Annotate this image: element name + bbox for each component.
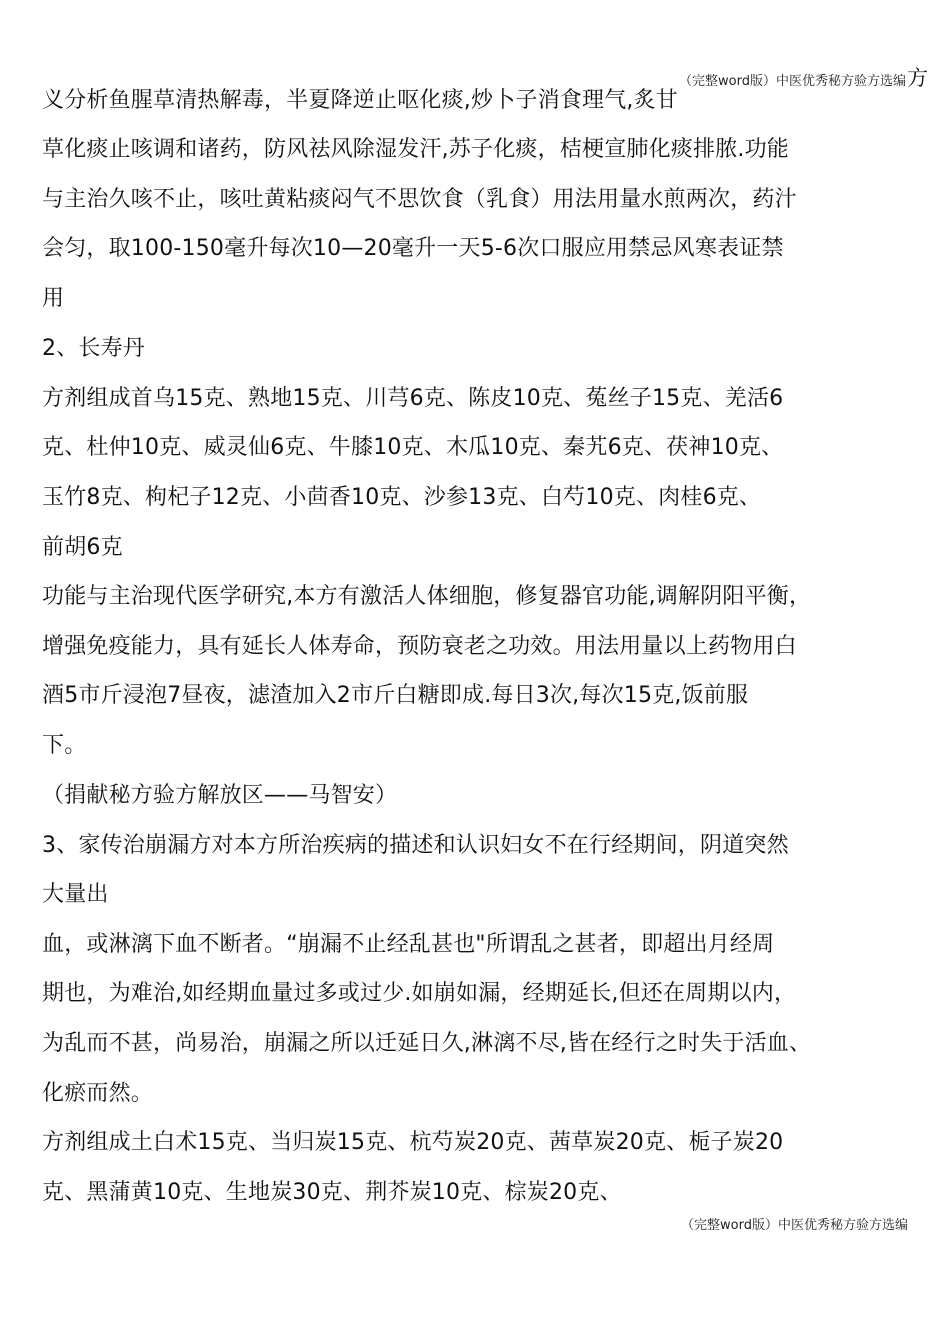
body-line: 功能与主治现代医学研究,本方有激活人体细胞，修复器官功能,调解阴阳平衡， (42, 584, 812, 609)
section-heading: 3、家传治崩漏方对本方所治疾病的描述和认识妇女不在行经期间，阴道突然 (42, 833, 789, 858)
body-line: 玉竹8克、枸杞子12克、小茴香10克、沙参13克、白芍10克、肉桂6克、 (42, 485, 762, 510)
header-title: （完整word版）中医优秀秘方验方选编 (679, 74, 906, 89)
body-line: 义分析鱼腥草清热解毒，半夏降逆止呕化痰,炒卜子消食理气,炙甘 (42, 88, 678, 113)
body-line: 大量出 (42, 882, 109, 907)
body-line: 增强免疫能力，具有延长人体寿命，预防衰老之功效。用法用量以上药物用白 (42, 634, 797, 659)
body-line: 草化痰止咳调和诸药，防风祛风除湿发汗,苏子化痰，桔梗宣肺化痰排脓.功能 (42, 137, 789, 162)
body-line: 与主治久咳不止，咳吐黄粘痰闷气不思饮食（乳食）用法用量水煎两次，药汁 (42, 187, 797, 212)
page-footer: （完整word版）中医优秀秘方验方选编 (681, 1218, 908, 1233)
section-heading: 2、长寿丹 (42, 336, 145, 361)
body-line: 为乱而不甚，尚易治，崩漏之所以迁延日久,淋漓不尽,皆在经行之时失于活血、 (42, 1031, 812, 1056)
body-line: 化瘀而然。 (42, 1081, 154, 1106)
body-line: 方剂组成首乌15克、熟地15克、川芎6克、陈皮10克、菟丝子15克、羌活6 (42, 386, 784, 411)
body-line: 期也，为难治,如经期血量过多或过少.如崩如漏，经期延长,但还在周期以内， (42, 981, 797, 1006)
attribution-line: （捐献秘方验方解放区——马智安） (42, 783, 398, 808)
body-line: 用 (42, 286, 65, 311)
body-line: 血，或淋漓下血不断者。“崩漏不止经乱甚也"所谓乱之甚者，即超出月经周 (42, 932, 775, 957)
body-line: 克、杜仲10克、威灵仙6克、牛膝10克、木瓜10克、秦艽6克、茯神10克、 (42, 435, 784, 460)
body-line: 下。 (42, 733, 87, 758)
body-line: 方剂组成土白术15克、当归炭15克、杭芍炭20克、茜草炭20克、栀子炭20 (42, 1130, 784, 1155)
body-line: 会匀，取100-150毫升每次10—20毫升一天5-6次口服应用禁忌风寒表证禁 (42, 236, 784, 261)
body-line: 前胡6克 (42, 535, 123, 560)
body-line: 克、黑蒲黄10克、生地炭30克、荆芥炭10克、棕炭20克、 (42, 1180, 622, 1205)
body-line: 酒5市斤浸泡7昼夜，滤渣加入2市斤白糖即成.每日3次,每次15克,饭前服 (42, 683, 749, 708)
header-tail-char: 方 (907, 66, 928, 90)
page-header (679, 62, 928, 92)
